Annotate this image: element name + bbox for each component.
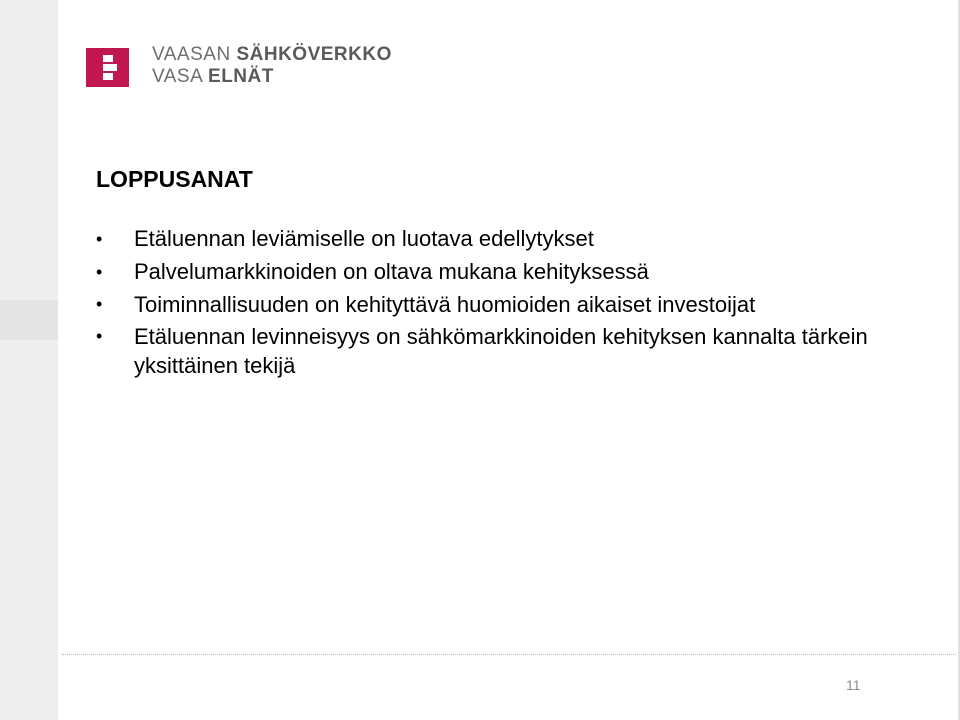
logo-line-1-light: VAASAN (152, 44, 237, 65)
bullet-item (96, 290, 876, 319)
logo-line-2-light: VASA (152, 66, 209, 87)
bullet-text: Etäluennan leviämiselle on luotava edellytykset (134, 226, 594, 251)
left-margin-strip (0, 0, 58, 720)
logo-line-1 (152, 44, 392, 66)
logo-line-1-bold: SÄHKÖVERKKO (236, 44, 392, 65)
bullet-item (96, 224, 876, 254)
logo-mark-icon (86, 48, 129, 87)
page-number: 11 (846, 677, 861, 693)
logo-wordmark (152, 44, 392, 88)
bullet-dot: • (96, 229, 103, 249)
bullet-dot: • (96, 294, 103, 314)
company-logo (86, 44, 446, 88)
footer-divider (62, 654, 956, 655)
slide-title: LOPPUSANAT (96, 166, 253, 192)
bullet-dot: • (96, 262, 103, 282)
logo-line-2-bold: ELNÄT (208, 66, 274, 87)
logo-line-2 (152, 66, 392, 88)
bullet-text: Etäluennan levinneisyys on sähkömarkkinoiden kehityksen kannalta tärkein yksittäinen tekijä (134, 324, 868, 378)
bullet-dot: • (96, 326, 103, 346)
bullet-item (96, 257, 876, 287)
bullet-list (96, 224, 876, 383)
bullet-item (96, 322, 876, 380)
left-strip-band (0, 300, 58, 340)
bullet-text: Palvelumarkkinoiden on oltava mukana kehityksessä (134, 259, 649, 284)
bullet-text: Toiminnallisuuden on kehityttävä huomioiden aikaiset investoijat (134, 292, 756, 317)
